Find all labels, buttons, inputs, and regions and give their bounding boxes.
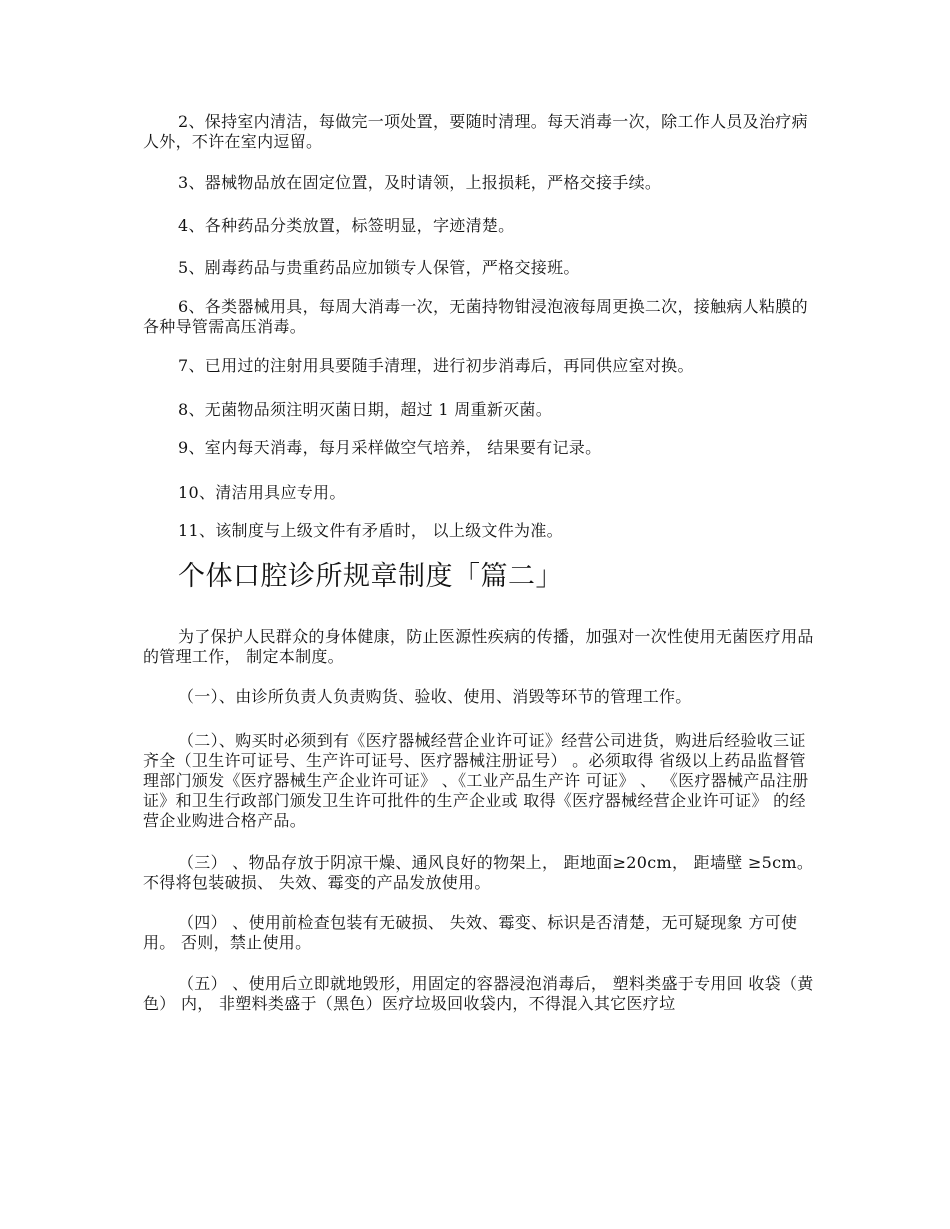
paragraph-item-5: 5、剧毒药品与贵重药品应加锁专人保管，严格交接班。 xyxy=(178,258,580,277)
clause-3: （三） 、物品存放于阴凉干燥、通风良好的物架上， 距地面≥20cm， 距墙壁 ≥5cm。不得将包装破损、 失效、霉变的产品发放使用。 xyxy=(143,853,814,892)
intro-paragraph: 为了保护人民群众的身体健康，防止医源性疾病的传播，加强对一次性使用无菌医疗用品的管理工作， 制定本制度。 xyxy=(143,627,814,666)
clause-1: （一）、由诊所负责人负责购货、验收、使用、消毁等环节的管理工作。 xyxy=(178,687,692,706)
paragraph-item-4: 4、各种药品分类放置，标签明显，字迹清楚。 xyxy=(178,216,515,235)
clause-2: （二）、购买时必须到有《医疗器械经营企业许可证》经营公司进货，购进后经验收三证齐全（卫生许可证号、生产许可证号、医疗器械注册证号） 。必须取得 省级以上药品监督管理部门颁发《医疗器械生产企业许可证》 、《工业产品生产许 可证》 、 《医疗器械产品注册证》和卫生行政部门颁发卫生许可批件的生产企业或 取得《医疗器械经营企业许可证》 的经营企业购进合格产品。 xyxy=(143,731,809,830)
paragraph-item-3: 3、器械物品放在固定位置，及时请领，上报损耗，严格交接手续。 xyxy=(178,173,662,192)
clause-5: （五） 、使用后立即就地毁形，用固定的容器浸泡消毒后， 塑料类盛于专用回 收袋（黄色） 内， 非塑料类盛于（黑色）医疗垃圾回收袋内，不得混入其它医疗垃 xyxy=(143,974,814,1013)
section-title: 个体口腔诊所规章制度「篇二」 xyxy=(178,561,563,592)
paragraph-item-10: 10、清洁用具应专用。 xyxy=(178,483,346,502)
paragraph-item-11: 11、该制度与上级文件有矛盾时， 以上级文件为准。 xyxy=(178,521,563,540)
clause-4: （四） 、使用前检查包装有无破损、 失效、霉变、标识是否清楚，无可疑现象 方可使用。 否则，禁止使用。 xyxy=(143,913,798,952)
paragraph-item-8: 8、无菌物品须注明灭菌日期，超过 1 周重新灭菌。 xyxy=(178,400,553,419)
paragraph-item-6: 6、各类器械用具，每周大消毒一次，无菌持物钳浸泡液每周更换二次，接触病人粘膜的各种导管需高压消毒。 xyxy=(143,297,808,336)
paragraph-item-9: 9、室内每天消毒，每月采样做空气培养， 结果要有记录。 xyxy=(178,438,602,457)
paragraph-item-2: 2、保持室内清洁，每做完一项处置，要随时清理。每天消毒一次，除工作人员及治疗病人外，不许在室内逗留。 xyxy=(143,112,808,151)
paragraph-item-7: 7、已用过的注射用具要随手清理，进行初步消毒后，再同供应室对换。 xyxy=(178,356,694,375)
